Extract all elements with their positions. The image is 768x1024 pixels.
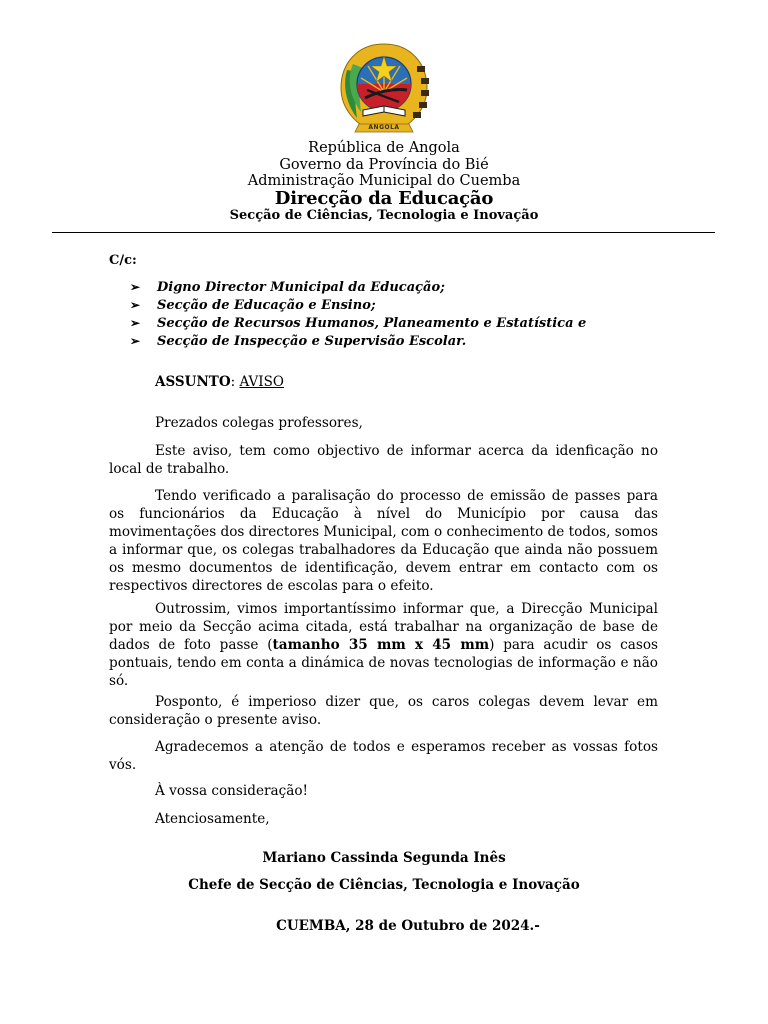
closing-remark: À vossa consideração!: [155, 783, 308, 799]
header-directorate: Direcção da Educação: [274, 188, 494, 209]
greeting: Prezados colegas professores,: [155, 415, 363, 431]
arrow-bullet-icon: ➢: [130, 334, 141, 348]
cc-label: C/c:: [109, 253, 137, 268]
emblem-banner-text: ANGOLA: [368, 124, 400, 131]
paragraph: Tendo verificado a paralisação do processo de emissão de passes para os funcionários da Educação à nível do Município por causa das movimentações dos directores Municipal, com o conhecimento de todos, somos a informar que, os colegas trabalhadores da Educação que ainda não possuem os mesmo documentos de identificação, devem entrar em contacto com os respectivos directores de escolas para o efeito.: [109, 488, 658, 594]
signatory-role: Chefe de Secção de Ciências, Tecnologia e Inovação: [188, 877, 580, 893]
paragraph: Este aviso, tem como objectivo de informar acerca da idenficação no local de trabalho.: [109, 443, 658, 477]
paragraph: Posponto, é imperioso dizer que, os caros colegas devem levar em consideração o presente aviso.: [109, 694, 658, 728]
angola-coat-of-arms-icon: [333, 40, 435, 138]
header-municipal-administration: Administração Municipal do Cuemba: [247, 173, 521, 189]
signatory-name: Mariano Cassinda Segunda Inês: [262, 850, 506, 866]
photo-size-spec: tamanho 35 mm x 45 mm: [272, 637, 490, 653]
cc-recipient: ➢ Secção de Inspecção e Supervisão Escolar.: [130, 334, 467, 349]
arrow-bullet-icon: ➢: [130, 280, 141, 294]
header-section: Secção de Ciências, Tecnologia e Inovação: [229, 208, 539, 223]
arrow-bullet-icon: ➢: [130, 298, 141, 312]
document-date: CUEMBA, 28 de Outubro de 2024.-: [276, 918, 540, 934]
arrow-bullet-icon: ➢: [130, 316, 141, 330]
subject-value: AVISO: [239, 374, 284, 390]
cc-recipient: ➢ Secção de Educação e Ensino;: [130, 298, 376, 313]
header-province-government: Governo da Província do Bié: [279, 157, 489, 173]
header-divider: [52, 232, 715, 233]
valediction: Atenciosamente,: [155, 811, 270, 827]
cc-recipient: ➢ Digno Director Municipal da Educação;: [130, 280, 445, 295]
cc-recipient-list: [130, 278, 586, 350]
subject-line: [155, 374, 284, 390]
cc-recipient: ➢ Secção de Recursos Humanos, Planeamento e Estatística e: [130, 316, 587, 331]
subject-separator: :: [230, 374, 236, 390]
header-country: República de Angola: [308, 140, 460, 156]
paragraph: Agradecemos a atenção de todos e esperamos receber as vossas fotos vós.: [109, 739, 658, 773]
paragraph: Outrossim, vimos importantíssimo informar que, a Direcção Municipal por meio da Secção acima citada, está trabalhar na organização de base de dados de foto passe (tamanho 35 mm x 45 mm) para acudir os casos pontuais, tendo em conta a dinámica de novas tecnologias de informação e não só.: [109, 601, 658, 689]
subject-label: ASSUNTO: [155, 374, 231, 390]
